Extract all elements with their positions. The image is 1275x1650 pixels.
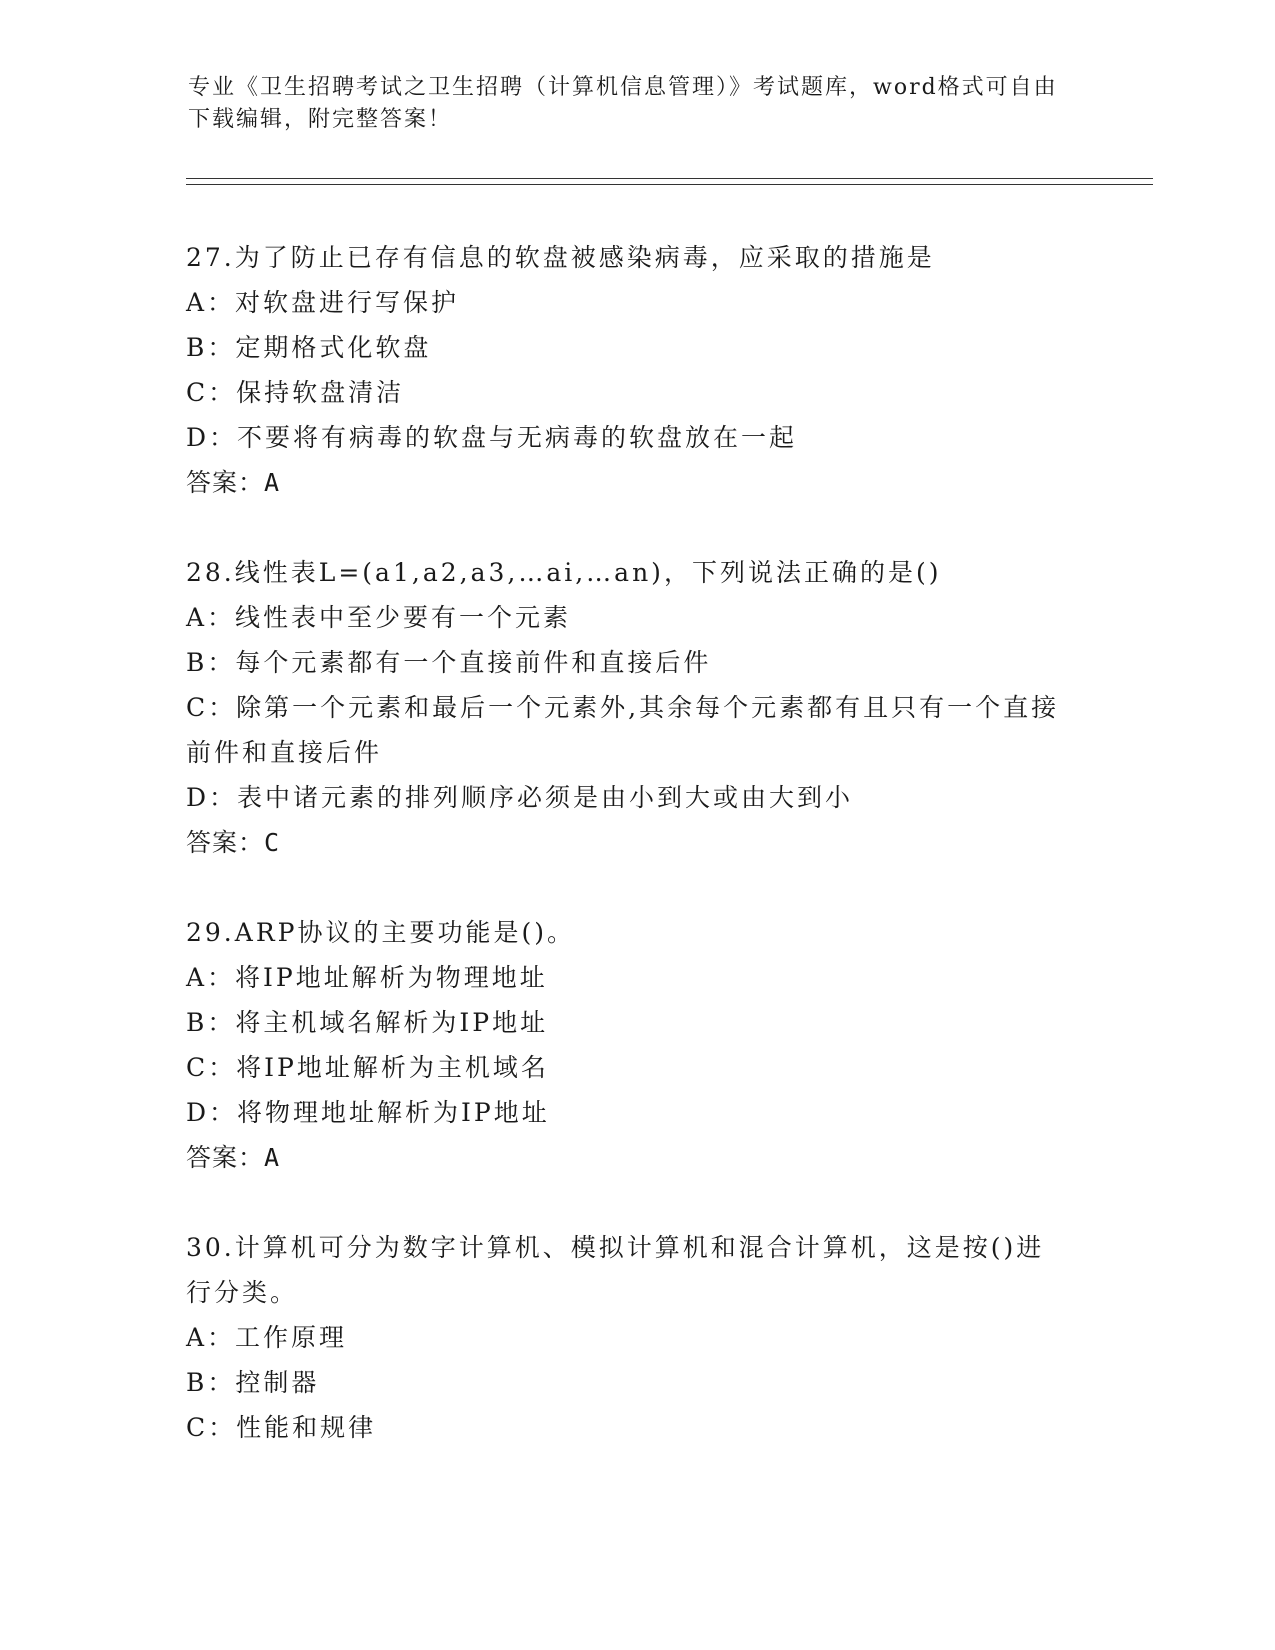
- question-stem: 29.ARP协议的主要功能是()。: [186, 918, 575, 947]
- option-a: A：对软盘进行写保护: [186, 288, 460, 317]
- option-b: B：将主机域名解析为IP地址: [186, 1008, 549, 1037]
- option-c: C：除第一个元素和最后一个元素外,其余每个元素都有且只有一个直接前件和直接后件: [186, 693, 1060, 767]
- option-c: C：将IP地址解析为主机域名: [186, 1053, 549, 1082]
- answer-text: 答案：C: [186, 828, 281, 857]
- answer-text: 答案：A: [186, 1143, 281, 1172]
- header-divider: [186, 178, 1153, 185]
- document-header: 专业《卫生招聘考试之卫生招聘（计算机信息管理）》考试题库，word格式可自由下载编辑，附完整答案！: [188, 75, 1058, 132]
- option-d: D：不要将有病毒的软盘与无病毒的软盘放在一起: [186, 423, 798, 452]
- option-a: A：线性表中至少要有一个元素: [186, 603, 572, 632]
- question-list: [186, 235, 1066, 1495]
- answer-text: 答案：A: [186, 468, 281, 497]
- option-d: D：将物理地址解析为IP地址: [186, 1098, 550, 1127]
- question-stem: 27.为了防止已存有信息的软盘被感染病毒，应采取的措施是: [186, 243, 935, 272]
- option-a: A：将IP地址解析为物理地址: [186, 963, 548, 992]
- question-29: [186, 910, 1066, 1180]
- option-b: B：每个元素都有一个直接前件和直接后件: [186, 648, 712, 677]
- option-c: C：保持软盘清洁: [186, 378, 405, 407]
- question-stem: 30.计算机可分为数字计算机、模拟计算机和混合计算机，这是按()进行分类。: [186, 1233, 1045, 1307]
- question-30: [186, 1225, 1066, 1450]
- option-d: D：表中诸元素的排列顺序必须是由小到大或由大到小: [186, 783, 854, 812]
- question-28: [186, 550, 1066, 865]
- question-stem: 28.线性表L=(a1,a2,a3,…ai,…an)，下列说法正确的是(): [186, 558, 942, 587]
- option-a: A：工作原理: [186, 1323, 348, 1352]
- option-b: B：控制器: [186, 1368, 320, 1397]
- option-c: C：性能和规律: [186, 1413, 377, 1442]
- option-b: B：定期格式化软盘: [186, 333, 432, 362]
- question-27: [186, 235, 1066, 505]
